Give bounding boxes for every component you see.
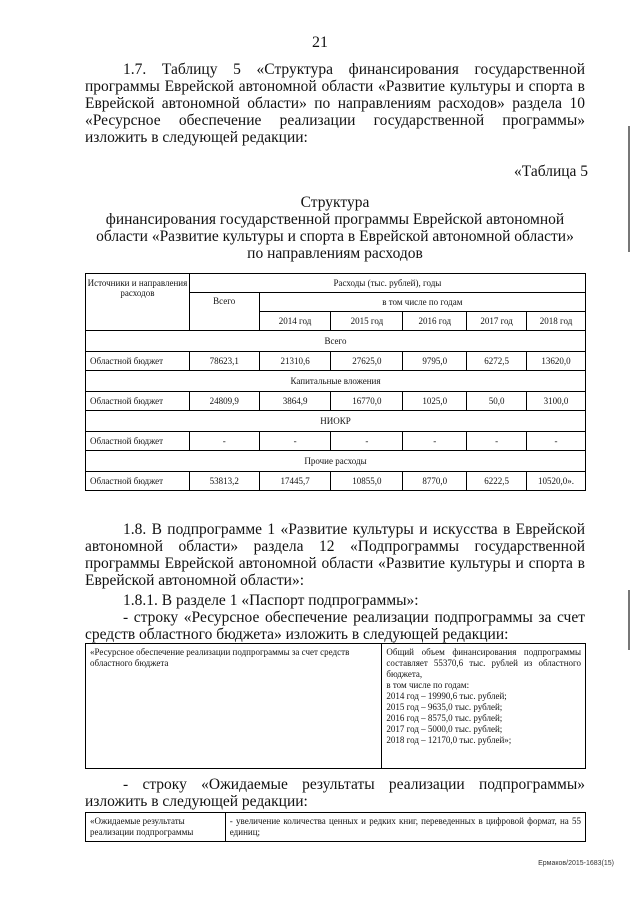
expected-box <box>85 812 586 842</box>
item-1-8-1-text: 1.8.1. В разделе 1 «Паспорт подпрограммы»: <box>123 592 419 609</box>
group-header-capital: Капитальные вложения <box>86 371 586 392</box>
row-value: 1025,0 <box>403 392 467 411</box>
row-value: 10855,0 <box>331 472 403 491</box>
column-header-source: Источники и направления расходов <box>86 274 190 331</box>
row-total: - <box>189 432 259 451</box>
resource-year-line: 2018 год – 12170,0 тыс. рублей»; <box>386 735 512 745</box>
item-resource-text: - строку «Ресурсное обеспечение реализации подпрограммы за счет средств областного бюджета» изложить в следующей редакции: <box>85 609 585 643</box>
table-title-line-1: Структура <box>300 194 370 211</box>
row-source: Областной бюджет <box>86 432 190 451</box>
column-header-year: 2018 год <box>527 312 586 331</box>
page-number: 21 <box>312 34 328 51</box>
table-title-line-4: по направлениям расходов <box>247 245 423 262</box>
expected-box-label: «Ожидаемые результаты реализации подпрограммы <box>86 813 226 842</box>
item-1-7-text: 1.7. Таблицу 5 «Структура финансирования государственной программы Еврейской автономной области «Развитие культуры и спорта в Еврейской автономной области» по направлениям расходов» раздела 10 «Ресурсное обеспечение реализации государственной программы» изложить в следующей редакции: <box>85 61 585 146</box>
resource-year-line: 2017 год – 5000,0 тыс. рублей; <box>386 724 503 734</box>
row-value: - <box>527 432 586 451</box>
group-header-other: Прочие расходы <box>86 451 586 472</box>
row-value: 13620,0 <box>527 352 586 371</box>
resource-years-title: в том числе по годам: <box>386 680 470 690</box>
resource-box <box>85 643 586 769</box>
row-value: 6272,5 <box>467 352 527 371</box>
footer-code: Ермаков/2015-1683(15) <box>538 860 614 867</box>
expected-box-content: - увеличение количества ценных и редких книг, переведенных в цифровой формат, на 55 единиц; <box>225 813 585 842</box>
row-value: 3864,9 <box>259 392 331 411</box>
row-total: 24809,9 <box>189 392 259 411</box>
column-header-year: 2016 год <box>403 312 467 331</box>
item-1-8-text: 1.8. В подпрограмме 1 «Развитие культуры и искусства в Еврейской автономной области» раздела 12 «Подпрограммы государственной программы Еврейской автономной области «Развитие культуры и спорта в Еврейской автономной области»: <box>85 521 585 589</box>
row-value: 17445,7 <box>259 472 331 491</box>
row-value: 9795,0 <box>403 352 467 371</box>
table-label: «Таблица 5 <box>514 163 589 180</box>
column-header-year: 2017 год <box>467 312 527 331</box>
column-header-year: 2014 год <box>259 312 331 331</box>
column-header-year: 2015 год <box>331 312 403 331</box>
row-value: - <box>331 432 403 451</box>
table-title-line-2: финансирования государственной программы Еврейской автономной <box>105 211 565 228</box>
table-row <box>86 392 586 411</box>
resource-year-line: 2016 год – 8575,0 тыс. рублей; <box>386 713 503 723</box>
column-header-expenses: Расходы (тыс. рублей), годы <box>189 274 585 293</box>
row-value: 3100,0 <box>527 392 586 411</box>
row-value: 10520,0». <box>527 472 586 491</box>
group-header-total: Всего <box>86 331 586 352</box>
row-value: - <box>467 432 527 451</box>
row-source: Областной бюджет <box>86 392 190 411</box>
resource-box-label: «Ресурсное обеспечение реализации подпрограммы за счет средств областного бюджета <box>86 644 382 769</box>
row-source: Областной бюджет <box>86 352 190 371</box>
table-row <box>86 432 586 451</box>
column-header-total: Всего <box>189 293 259 331</box>
table-row <box>86 352 586 371</box>
column-header-by-years: в том числе по годам <box>259 293 585 312</box>
row-value: 27625,0 <box>331 352 403 371</box>
row-value: 8770,0 <box>403 472 467 491</box>
table-row <box>86 472 586 491</box>
row-value: 16770,0 <box>331 392 403 411</box>
resource-year-line: 2014 год – 19990,6 тыс. рублей; <box>386 691 507 701</box>
table-title-line-3: области «Развитие культуры и спорта в Еврейской автономной области» <box>96 228 574 245</box>
row-value: 21310,6 <box>259 352 331 371</box>
row-total: 78623,1 <box>189 352 259 371</box>
row-value: 50,0 <box>467 392 527 411</box>
row-value: - <box>403 432 467 451</box>
resource-year-line: 2015 год – 9635,0 тыс. рублей; <box>386 702 503 712</box>
financing-table <box>85 273 586 491</box>
item-expected-text: - строку «Ожидаемые результаты реализации подпрограммы» изложить в следующей редакции: <box>85 776 585 810</box>
resource-box-content <box>382 644 586 769</box>
resource-intro: Общий объем финансирования подпрограммы составляет 55370,6 тыс. рублей из областного бюджета, <box>386 647 581 679</box>
table-title <box>85 194 585 262</box>
scan-edge-line <box>628 590 630 650</box>
row-value: - <box>259 432 331 451</box>
row-total: 53813,2 <box>189 472 259 491</box>
row-value: 6222,5 <box>467 472 527 491</box>
row-source: Областной бюджет <box>86 472 190 491</box>
group-header-niokr: НИОКР <box>86 411 586 432</box>
scan-edge-line <box>628 126 630 252</box>
